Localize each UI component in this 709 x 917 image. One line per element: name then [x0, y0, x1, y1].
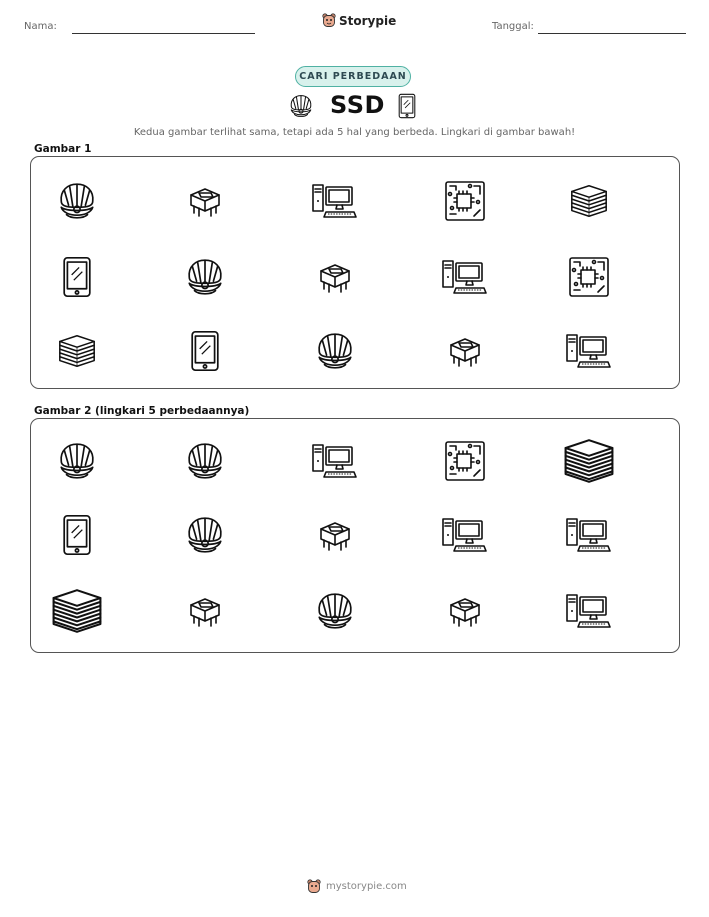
- picture-1-panel: [30, 156, 680, 389]
- brand-name: Storypie: [339, 13, 397, 28]
- chip-icon[interactable]: [300, 507, 370, 563]
- ssd-stack-icon: [42, 323, 112, 379]
- tablet-icon: [170, 323, 240, 379]
- page-title: SSD: [330, 91, 385, 119]
- chip-icon: [170, 173, 240, 229]
- chip-icon: [430, 323, 500, 379]
- section-1-title: Gambar 1: [34, 143, 92, 155]
- shell-icon[interactable]: [42, 433, 112, 489]
- computer-icon[interactable]: [430, 507, 500, 563]
- circuit-board-icon: [430, 173, 500, 229]
- shell-icon: [42, 173, 112, 229]
- instruction-text: Kedua gambar terlihat sama, tetapi ada 5 hal yang berbeda. Lingkari di gambar bawah!: [133, 127, 576, 138]
- shell-icon[interactable]: [170, 507, 240, 563]
- activity-badge: CARI PERBEDAAN: [295, 66, 411, 87]
- picture-2-panel[interactable]: [30, 418, 680, 653]
- tablet-icon: [42, 249, 112, 305]
- title-tablet-icon: [395, 92, 419, 120]
- chip-icon: [300, 249, 370, 305]
- shell-icon[interactable]: [170, 433, 240, 489]
- circuit-board-icon: [554, 249, 624, 305]
- ssd-stack-icon: [554, 173, 624, 229]
- computer-icon[interactable]: [554, 507, 624, 563]
- footer-url[interactable]: mystorypie.com: [326, 881, 407, 892]
- shell-icon[interactable]: [300, 583, 370, 639]
- chip-icon[interactable]: [430, 583, 500, 639]
- shell-icon: [170, 249, 240, 305]
- computer-icon[interactable]: [300, 433, 370, 489]
- computer-icon: [430, 249, 500, 305]
- date-label: Tanggal:: [492, 21, 534, 32]
- storypie-logo: [322, 13, 396, 28]
- footer: [307, 879, 407, 894]
- tablet-icon[interactable]: [42, 507, 112, 563]
- date-line[interactable]: [538, 33, 686, 34]
- ssd-stack-large-icon[interactable]: [554, 433, 624, 489]
- computer-icon[interactable]: [554, 583, 624, 639]
- footer-mascot-icon: [307, 879, 321, 894]
- circuit-board-icon[interactable]: [430, 433, 500, 489]
- computer-icon: [554, 323, 624, 379]
- chip-icon[interactable]: [170, 583, 240, 639]
- computer-icon: [300, 173, 370, 229]
- title-shell-icon: [287, 92, 315, 120]
- shell-icon: [300, 323, 370, 379]
- name-line[interactable]: [72, 33, 255, 34]
- storypie-mascot-icon: [322, 13, 336, 28]
- name-label: Nama:: [24, 21, 57, 32]
- ssd-stack-large-icon[interactable]: [42, 583, 112, 639]
- section-2-title: Gambar 2 (lingkari 5 perbedaannya): [34, 405, 250, 417]
